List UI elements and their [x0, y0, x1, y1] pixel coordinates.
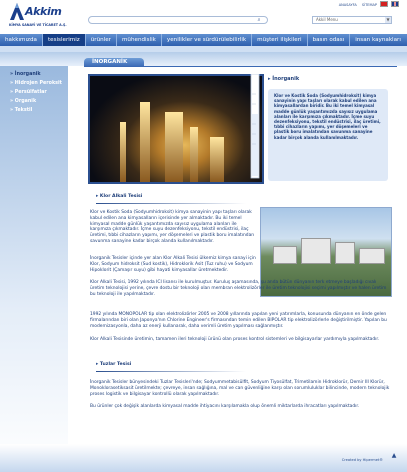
logo-subtitle: KİMYA SANAYİ VE TİCARET A.Ş.	[9, 23, 67, 27]
info-box	[268, 89, 388, 181]
section-label-klor-alkali: ▸ Klor Alkali Tesisi	[96, 194, 142, 199]
tower-shape	[165, 112, 183, 182]
logo-mark-icon	[8, 2, 26, 20]
tower-shape	[210, 137, 224, 182]
page-title: İNORGANİK	[84, 58, 144, 67]
nav-item-insan-kaynaklari[interactable]: insan kaynakları	[355, 37, 401, 43]
tower-shape	[140, 102, 150, 182]
header	[0, 0, 407, 32]
logo-text: Akkim	[25, 5, 62, 18]
paragraph-2: İnorganik Tesisler içinde yer alan Klor Alkali Tesisi ülkemiz kimya sanayi için Klor, Sodyum hidroksit (Sud kostik), Hidroklorik Asit (Tuz ruhu) ve Sodyum Hipoklorit (Çamaşır suyu) gibi hayati kimyasallar üretmektedir.	[90, 256, 256, 273]
building-shape	[359, 248, 385, 264]
test-tube-icon	[240, 74, 260, 184]
group-select-value: Akkil Menu	[316, 17, 338, 22]
info-label: ▸ İnorganik	[268, 76, 299, 82]
main-nav	[0, 34, 407, 46]
sidebar-item-organik[interactable]: » Organik	[10, 99, 62, 104]
paragraph-1: Klor ve Kostik Soda (Sodyumhidroksit) kimya sanayinin yapı taşları olarak kabul edilen ana kimyasalların içerisinde yer almaktadır. Bu iki temel kimyasal madde günlük yaşantımızda sayısız uygulama alanları ile karşımıza çıkmaktadır. İçme suyu dezenfeksiyonu, tekstil endüstrisi, ilaç üretimi, tıbbi cihazların yapımı, yer döşemeleri ve plastik boru imalatından savunma sanayine kadar birçok alanda kullanılmaktadır.	[90, 210, 255, 244]
paragraph-4: 1992 yılında MONOPOLAR tip olan elektrolizörler 2005 ve 2008 yıllarında yapılan yeni yatırımlarla, konusunda dünyanın en önde gelen firmalarından biri olan Japonya'nın Chlorine Engineer's firmasından temin edilen BIPOLAR tip elektrolizörlerle değiştirilmiştir. Yapılan bu modernizasyonla, daha az enerji kullanarak, daha verimli üretim yapılması sağlanmıştır.	[90, 312, 387, 329]
english-flag-icon[interactable]	[391, 1, 399, 7]
section-divider	[96, 371, 246, 372]
sitemap-link[interactable]: SİTEMAP	[361, 3, 377, 7]
search-box	[88, 16, 268, 24]
nav-item-muhendislik[interactable]: mühendislik	[117, 34, 162, 46]
sidebar-item-persulfatlar[interactable]: » Persülfatlar	[10, 90, 62, 95]
plant-night-image	[88, 74, 264, 184]
turkish-flag-icon[interactable]	[380, 1, 388, 7]
language-flags	[380, 1, 399, 7]
header-band	[0, 52, 407, 66]
section-label-tuzlar: ▸ Tuzlar Tesisi	[96, 362, 131, 367]
nav-item-musteri[interactable]: müşteri ilişkileri	[252, 34, 307, 46]
section-divider	[96, 203, 246, 204]
nav-item-tesislerimiz[interactable]: tesislerimiz	[43, 34, 86, 46]
search-icon[interactable]: ⌕	[257, 17, 261, 23]
paragraph-7: Bu ürünler çok değişik alanlarda kimyasal madde ihtiyacını karşılamakla olup önemli miktarlarda ihracatları yapılmaktadır.	[90, 404, 360, 409]
info-text: Klor ve Kostik Soda (Sodyumhidroksit) kimya sanayinin yapı taşları olarak kabul edilen ana kimyasallardan biridir. Bu iki temel kimyasal madde günlük yaşantımızda sayısız uygulama alanları ile karşımıza çıkmaktadır. İçme suyu dezenfeksiyonu, tekstil endüstrisi, ilaç üretimi, tıbbi cihazların yapımı, yer döşemeleri ve plastik boru imalatından savunma sanayine kadar birçok alanda kullanılmaktadır.	[274, 93, 381, 140]
tower-shape	[120, 122, 126, 182]
paragraph-5: Klor Alkali Tesisinde üretimin, tamamen ileri teknoloji ürünü olan proses kontrol sistemleri ve bilgisayarlar yardımıyla yapılmaktadır.	[90, 337, 380, 342]
home-link[interactable]: ANASAYFA	[338, 3, 357, 7]
sidebar-item-inorganik[interactable]: » İnorganik	[10, 72, 62, 77]
sidebar-list	[10, 72, 62, 117]
chevron-down-icon: ▼	[386, 17, 390, 22]
tower-shape	[190, 127, 198, 182]
building-shape	[335, 242, 355, 264]
group-select[interactable]	[312, 16, 392, 24]
nav-item-yenilikler[interactable]: yenilikler ve sürdürülebilirlik	[162, 34, 252, 46]
footer-credit[interactable]: Created by Hipermet®	[341, 458, 383, 462]
building-shape	[301, 238, 331, 264]
nav-item-urunler[interactable]: ürünler	[86, 34, 117, 46]
paragraph-3: Klor Alkali Tesisi, 1992 yılında ICI lisansı ile kurulmuştur. Kuruluş aşamasında, şu anda bütün dünyanın terk etmeye başladığı cıvalı üretim teknolojisi yerine, çevre dostu bir teknoloji olan membran elektrolizörler ile üretim teknolojisi seçimi yapılmıştır ve halen üretim bu teknoloji ile yapılmaktadır.	[90, 280, 387, 297]
paragraph-6: İnorganik Tesisler bünyesindeki Tuzlar Tesisleri'nde; Sodyummetabisülfit, Sodyum Tiyosülfat, Trimetilamin Hidroklorür, Demir III Klorür, Monoklorasetiksasit üretilmekte; çevreye, insan sağlığına, mal ve can güvenliğine karşı olan sorumluluklar bilincinde, modern teknolojik proses logistik ve bilgisayar kontrollü olarak yapılmaktadır.	[90, 380, 390, 397]
sidebar-item-hidrojen-peroksit[interactable]: » Hidrojen Peroksit	[10, 81, 62, 86]
nav-item-basin[interactable]: basın odası	[308, 34, 351, 46]
sidebar-item-tekstil[interactable]: » Tekstil	[10, 108, 62, 113]
top-links	[337, 3, 379, 7]
search-input[interactable]	[89, 17, 254, 23]
sidebar	[0, 66, 68, 472]
nav-item-hakkimizda[interactable]: hakkımızda	[0, 34, 43, 46]
logo[interactable]	[8, 2, 88, 30]
scroll-up-icon[interactable]: ▲	[391, 451, 397, 459]
building-shape	[273, 246, 297, 264]
